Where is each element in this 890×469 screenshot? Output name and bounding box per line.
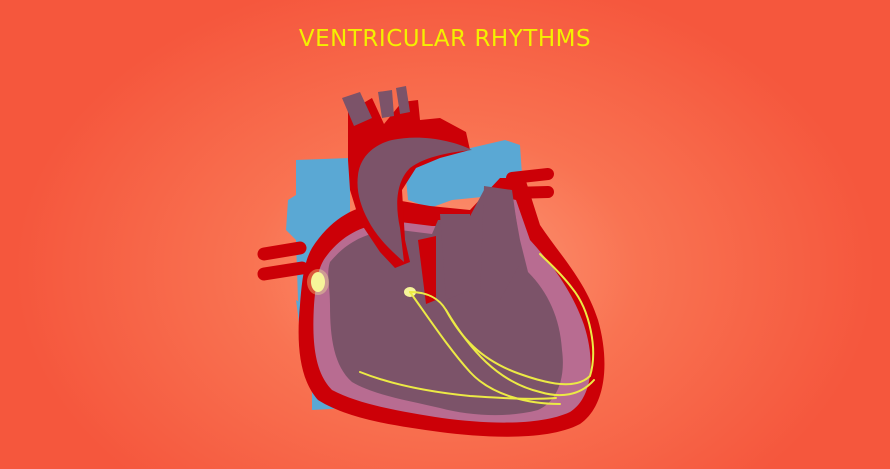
pulmonary-veins-left	[264, 248, 302, 274]
slide-title: VENTRICULAR RHYTHMS	[298, 26, 592, 52]
sa-node-glow	[307, 269, 329, 295]
